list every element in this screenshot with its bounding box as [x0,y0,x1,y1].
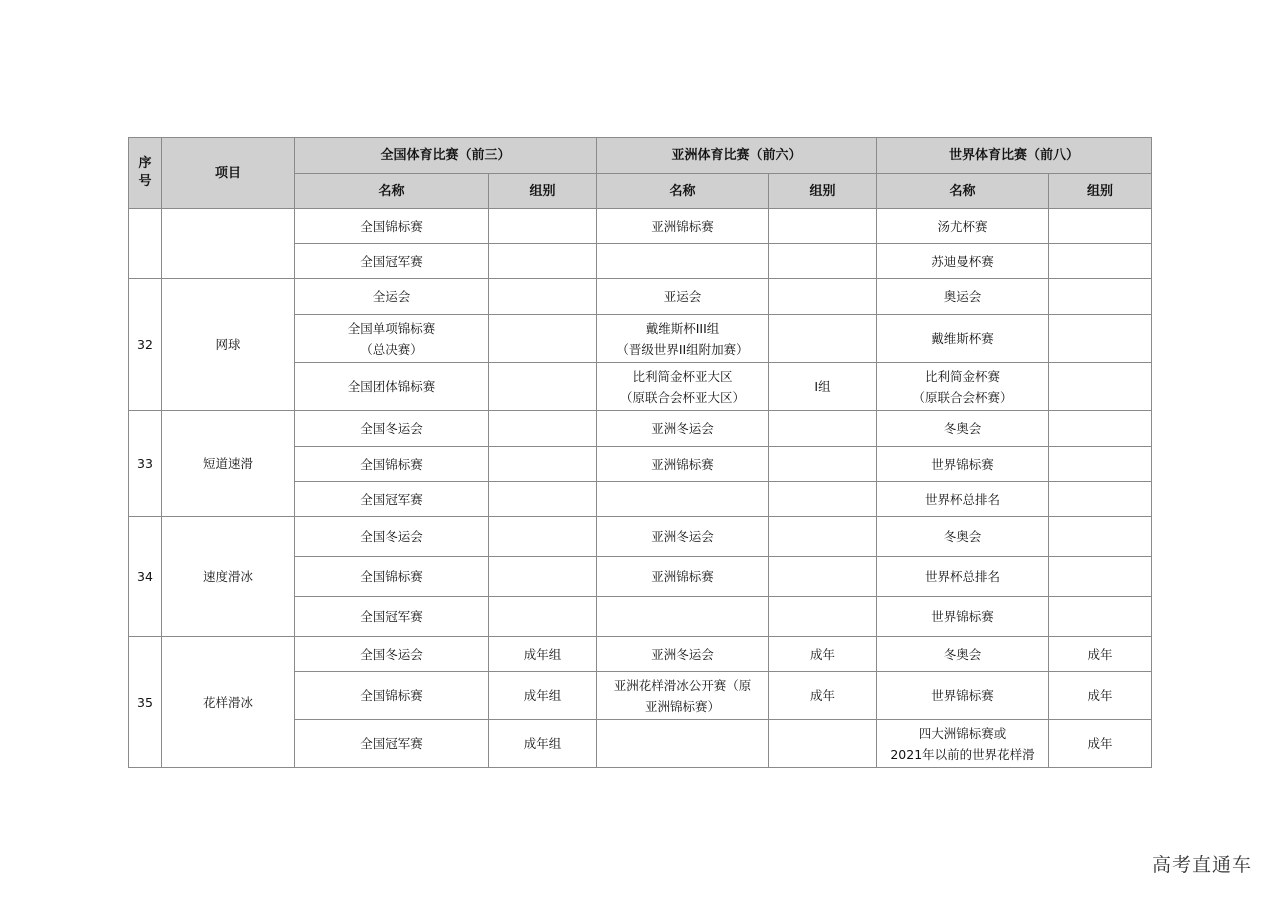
world-name-cell: 世界锦标赛 [877,597,1049,637]
header-group-world: 世界体育比赛（前八） [877,138,1152,174]
national-name-cell: 全国冠军赛 [295,482,489,517]
item-cell: 速度滑冰 [162,517,295,637]
table-row [129,411,1152,447]
world-name-cell: 四大洲锦标赛或 2021年以前的世界花样滑 [877,720,1049,768]
world-name-cell: 奥运会 [877,279,1049,315]
national-category-cell [489,557,597,597]
asia-category-cell [769,557,877,597]
world-category-cell [1049,315,1152,363]
asia-category-cell [769,411,877,447]
national-category-cell [489,244,597,279]
national-name-cell: 全国锦标赛 [295,557,489,597]
world-name-cell: 冬奥会 [877,411,1049,447]
asia-name-cell: 亚洲冬运会 [597,637,769,672]
item-cell: 网球 [162,279,295,411]
asia-name-cell: 亚运会 [597,279,769,315]
seq-cell [129,209,162,279]
header-seq: 序号 [129,138,162,209]
national-category-cell [489,411,597,447]
world-category-cell [1049,597,1152,637]
world-name-cell: 汤尤杯赛 [877,209,1049,244]
asia-name-cell: 亚洲冬运会 [597,517,769,557]
world-category-cell [1049,209,1152,244]
asia-name-cell: 亚洲冬运会 [597,411,769,447]
national-category-cell [489,482,597,517]
world-category-cell [1049,482,1152,517]
asia-category-cell [769,315,877,363]
seq-cell: 35 [129,637,162,768]
asia-category-cell: 成年 [769,672,877,720]
item-cell: 短道速滑 [162,411,295,517]
national-category-cell [489,517,597,557]
table-row [129,637,1152,672]
national-category-cell [489,363,597,411]
asia-category-cell [769,244,877,279]
world-name-cell: 世界锦标赛 [877,447,1049,482]
header-name: 名称 [597,174,769,209]
national-name-cell: 全国冬运会 [295,411,489,447]
national-name-cell: 全国锦标赛 [295,672,489,720]
header-category: 组别 [769,174,877,209]
seq-cell: 32 [129,279,162,411]
world-category-cell [1049,411,1152,447]
national-name-cell: 全国冠军赛 [295,720,489,768]
national-name-cell: 全运会 [295,279,489,315]
world-category-cell: 成年 [1049,672,1152,720]
national-category-cell [489,209,597,244]
world-name-cell: 世界杯总排名 [877,557,1049,597]
world-name-cell: 世界杯总排名 [877,482,1049,517]
seq-cell: 33 [129,411,162,517]
header-row-top [129,138,1152,174]
table-row [129,279,1152,315]
header-item: 项目 [162,138,295,209]
asia-category-cell [769,447,877,482]
world-name-cell: 世界锦标赛 [877,672,1049,720]
watermark-text: 高考直通车 [1151,854,1252,876]
table-row [129,517,1152,557]
asia-name-cell [597,597,769,637]
national-name-cell: 全国冠军赛 [295,597,489,637]
sports-event-table [128,137,1152,768]
world-category-cell: 成年 [1049,637,1152,672]
national-name-cell: 全国冬运会 [295,637,489,672]
world-name-cell: 戴维斯杯赛 [877,315,1049,363]
national-name-cell: 全国团体锦标赛 [295,363,489,411]
asia-name-cell: 比利简金杯亚大区 （原联合会杯亚大区） [597,363,769,411]
asia-name-cell: 亚洲锦标赛 [597,557,769,597]
world-name-cell: 苏迪曼杯赛 [877,244,1049,279]
header-group-asia: 亚洲体育比赛（前六） [597,138,877,174]
asia-category-cell [769,720,877,768]
asia-name-cell [597,244,769,279]
national-category-cell [489,315,597,363]
world-category-cell [1049,517,1152,557]
national-category-cell [489,597,597,637]
national-category-cell [489,279,597,315]
asia-category-cell [769,209,877,244]
asia-name-cell: 亚洲锦标赛 [597,447,769,482]
world-name-cell: 冬奥会 [877,517,1049,557]
national-category-cell: 成年组 [489,672,597,720]
national-category-cell: 成年组 [489,637,597,672]
asia-category-cell: Ⅰ组 [769,363,877,411]
world-category-cell [1049,244,1152,279]
asia-name-cell [597,720,769,768]
world-name-cell: 冬奥会 [877,637,1049,672]
header-category: 组别 [1049,174,1152,209]
item-cell [162,209,295,279]
seq-cell: 34 [129,517,162,637]
item-cell: 花样滑冰 [162,637,295,768]
asia-category-cell [769,597,877,637]
asia-name-cell [597,482,769,517]
world-category-cell: 成年 [1049,720,1152,768]
national-category-cell [489,447,597,482]
header-name: 名称 [295,174,489,209]
asia-name-cell: 亚洲花样滑冰公开赛（原 亚洲锦标赛） [597,672,769,720]
asia-name-cell: 亚洲锦标赛 [597,209,769,244]
world-category-cell [1049,363,1152,411]
header-name: 名称 [877,174,1049,209]
national-category-cell: 成年组 [489,720,597,768]
world-category-cell [1049,557,1152,597]
national-name-cell: 全国锦标赛 [295,209,489,244]
asia-category-cell [769,482,877,517]
asia-category-cell [769,279,877,315]
national-name-cell: 全国单项锦标赛 （总决赛） [295,315,489,363]
asia-category-cell [769,517,877,557]
national-name-cell: 全国冠军赛 [295,244,489,279]
header-group-national: 全国体育比赛（前三） [295,138,597,174]
world-name-cell: 比利简金杯赛 （原联合会杯赛） [877,363,1049,411]
world-category-cell [1049,279,1152,315]
national-name-cell: 全国冬运会 [295,517,489,557]
asia-category-cell: 成年 [769,637,877,672]
table-row [129,209,1152,244]
asia-name-cell: 戴维斯杯III组 （晋级世界II组附加赛） [597,315,769,363]
world-category-cell [1049,447,1152,482]
header-category: 组别 [489,174,597,209]
national-name-cell: 全国锦标赛 [295,447,489,482]
